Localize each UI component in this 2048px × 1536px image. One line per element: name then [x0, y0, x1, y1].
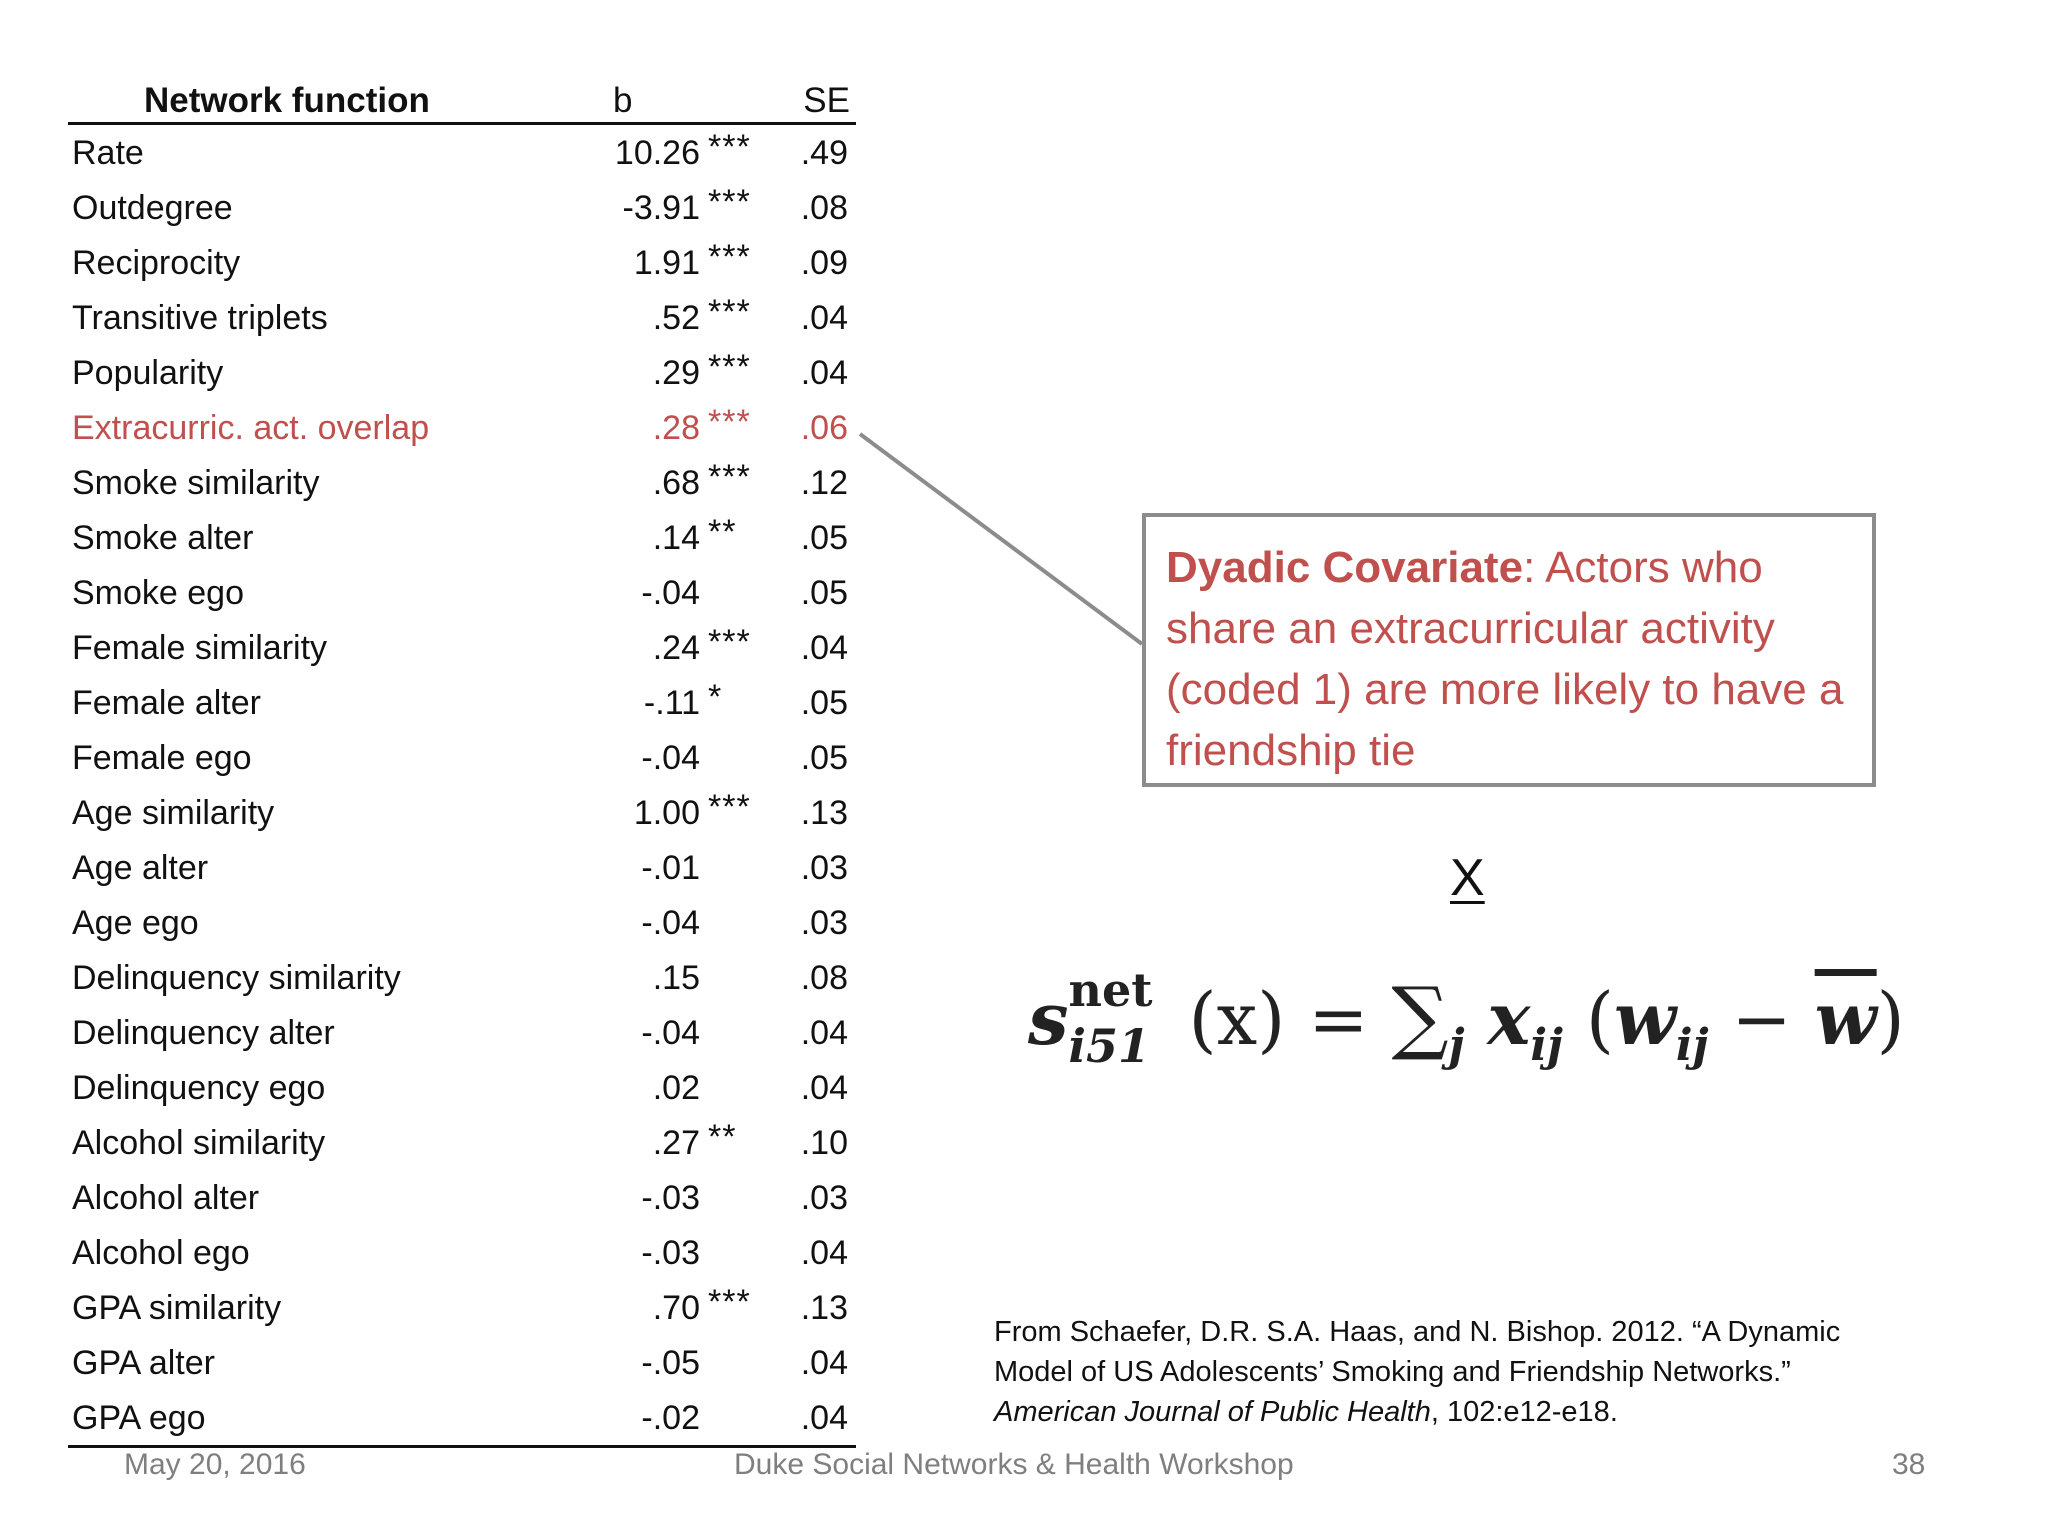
callout-box: [1142, 513, 1876, 787]
row-name: Age ego: [72, 904, 199, 942]
row-se: .12: [800, 464, 848, 502]
row-b: -.04: [641, 1014, 700, 1052]
row-b: -.02: [641, 1399, 700, 1437]
coefficient-table: [68, 80, 856, 1448]
citation-journal: American Journal of Public Health: [994, 1396, 1431, 1428]
table-row: [68, 785, 856, 840]
header-se: SE: [803, 81, 850, 120]
footer-date: May 20, 2016: [124, 1448, 306, 1481]
row-significance: ***: [708, 458, 751, 496]
table-row: [68, 895, 856, 950]
row-b: .52: [652, 299, 700, 337]
row-name: Alcohol alter: [72, 1179, 260, 1217]
table-row: [68, 675, 856, 730]
row-se: .04: [800, 629, 848, 667]
row-b: -.03: [641, 1179, 700, 1217]
row-se: .49: [800, 134, 848, 172]
formula-sum-sub: j: [1448, 1020, 1465, 1071]
row-b: -.05: [641, 1344, 700, 1382]
table-row: [68, 290, 856, 345]
row-name: Outdegree: [72, 189, 233, 227]
citation: [994, 1312, 1894, 1432]
callout-term: Dyadic Covariate: [1166, 543, 1524, 592]
row-se: .06: [800, 409, 848, 447]
table-row: [68, 1115, 856, 1170]
row-se: .08: [800, 189, 848, 227]
table-row: [68, 730, 856, 785]
row-b: .68: [652, 464, 700, 502]
row-name: GPA ego: [72, 1399, 206, 1437]
row-significance: ***: [708, 183, 751, 221]
table-row: [68, 840, 856, 895]
row-name: Delinquency alter: [72, 1014, 335, 1052]
table-row: [68, 1335, 856, 1390]
row-name: Female similarity: [72, 629, 328, 667]
row-b: -.04: [641, 739, 700, 777]
row-name: Female ego: [72, 739, 252, 777]
row-b: -.03: [641, 1234, 700, 1272]
row-se: .03: [800, 904, 848, 942]
row-b: .28: [652, 409, 700, 447]
row-b: -.01: [641, 849, 700, 887]
formula-sup: net: [1068, 963, 1153, 1017]
row-name: Popularity: [72, 354, 224, 392]
table-row: [68, 510, 856, 565]
citation-line1: From Schaefer, D.R. S.A. Haas, and N. Bishop. 2012. “A Dynamic Model of US Adolescents’ Smoking and Friendship Networks.”: [994, 1316, 1841, 1388]
row-b: -3.91: [622, 189, 700, 227]
formula-open-paren: (: [1585, 977, 1614, 1061]
row-b: .27: [652, 1124, 700, 1162]
row-name: Smoke ego: [72, 574, 244, 612]
table-row: [68, 1060, 856, 1115]
row-significance: ***: [708, 403, 751, 441]
row-name: Rate: [72, 134, 144, 172]
callout-connector-line: [860, 434, 1142, 644]
row-se: .04: [800, 1014, 848, 1052]
row-b: .70: [652, 1289, 700, 1327]
table-row: [68, 345, 856, 400]
row-name: Age similarity: [72, 794, 275, 832]
table-row: [68, 1005, 856, 1060]
row-significance: *: [708, 678, 723, 716]
row-se: .04: [800, 1399, 848, 1437]
row-b: .14: [652, 519, 700, 557]
table-row: [68, 1390, 856, 1445]
row-se: .04: [800, 1234, 848, 1272]
citation-line2: , 102:e12-e18.: [1430, 1396, 1618, 1428]
formula-x-sub: ij: [1530, 1020, 1563, 1071]
formula-x: x: [1487, 976, 1531, 1061]
times-mark: X: [1450, 849, 1485, 907]
row-name: GPA similarity: [72, 1289, 282, 1327]
row-se: .13: [800, 1289, 848, 1327]
row-se: .03: [800, 849, 848, 887]
table-row: [68, 400, 856, 455]
formula-sum: ∑: [1391, 970, 1449, 1063]
row-name: Smoke similarity: [72, 464, 320, 502]
formula-subsup: [1068, 963, 1189, 1073]
row-significance: **: [708, 513, 737, 551]
formula: [1028, 963, 1905, 1073]
row-se: .05: [800, 519, 848, 557]
header-b: b: [613, 81, 633, 120]
row-se: .04: [800, 1344, 848, 1382]
formula-wbar: $\overline{w}$: [1814, 976, 1877, 1061]
table-row: [68, 180, 856, 235]
table-row: [68, 125, 856, 180]
row-name: Smoke alter: [72, 519, 254, 557]
row-se: .13: [800, 794, 848, 832]
row-b: -.11: [643, 684, 700, 722]
formula-eq: =: [1308, 977, 1369, 1061]
formula-minus: −: [1731, 977, 1792, 1061]
row-name: Delinquency similarity: [72, 959, 401, 997]
row-se: .09: [800, 244, 848, 282]
footer-title: Duke Social Networks & Health Workshop: [734, 1448, 1294, 1481]
row-b: -.04: [641, 574, 700, 612]
row-name: Reciprocity: [72, 244, 241, 282]
row-se: .04: [800, 299, 848, 337]
table-body: [68, 125, 856, 1448]
table-row: [68, 565, 856, 620]
row-significance: ***: [708, 128, 751, 166]
row-b: .29: [652, 354, 700, 392]
table-row: [68, 950, 856, 1005]
row-name: Age alter: [72, 849, 209, 887]
row-se: .04: [800, 354, 848, 392]
row-b: .15: [652, 959, 700, 997]
row-significance: ***: [708, 788, 751, 826]
row-b: -.04: [641, 904, 700, 942]
row-significance: ***: [708, 623, 751, 661]
row-name: Extracurric. act. overlap: [72, 409, 430, 447]
row-name: Alcohol ego: [72, 1234, 250, 1272]
row-se: .05: [800, 739, 848, 777]
row-b: 1.00: [633, 794, 700, 832]
row-significance: ***: [708, 238, 751, 276]
row-se: .03: [800, 1179, 848, 1217]
formula-close-paren: ): [1876, 977, 1905, 1061]
table-row: [68, 1170, 856, 1225]
row-name: Transitive triplets: [72, 299, 328, 337]
header-network-function: Network function: [144, 81, 430, 120]
formula-w: w: [1613, 976, 1676, 1061]
table-row: [68, 1280, 856, 1335]
row-b: 1.91: [633, 244, 700, 282]
row-b: .02: [652, 1069, 700, 1107]
row-significance: ***: [708, 293, 751, 331]
table-row: [68, 235, 856, 290]
row-b: .24: [652, 629, 700, 667]
row-name: Delinquency ego: [72, 1069, 326, 1107]
row-se: .10: [800, 1124, 848, 1162]
formula-s: s: [1028, 976, 1069, 1061]
row-b: 10.26: [614, 134, 700, 172]
row-name: GPA alter: [72, 1344, 215, 1382]
table-row: [68, 620, 856, 675]
row-se: .08: [800, 959, 848, 997]
row-se: .05: [800, 574, 848, 612]
row-se: .05: [800, 684, 848, 722]
row-name: Female alter: [72, 684, 261, 722]
row-se: .04: [800, 1069, 848, 1107]
callout-text: : Actors who share an extracurricular activity (coded 1) are more likely to have a friendship tie: [1166, 543, 1844, 775]
formula-w-sub: ij: [1675, 1020, 1709, 1071]
row-significance: **: [708, 1118, 737, 1156]
table-row: [68, 1225, 856, 1280]
table-header: [68, 80, 856, 125]
table-row: [68, 455, 856, 510]
formula-sub: i51: [1068, 1019, 1151, 1073]
footer-page-number: 38: [1892, 1448, 1926, 1481]
formula-arg: (x): [1188, 977, 1286, 1061]
row-significance: ***: [708, 1283, 751, 1321]
row-name: Alcohol similarity: [72, 1124, 326, 1162]
row-significance: ***: [708, 348, 751, 386]
